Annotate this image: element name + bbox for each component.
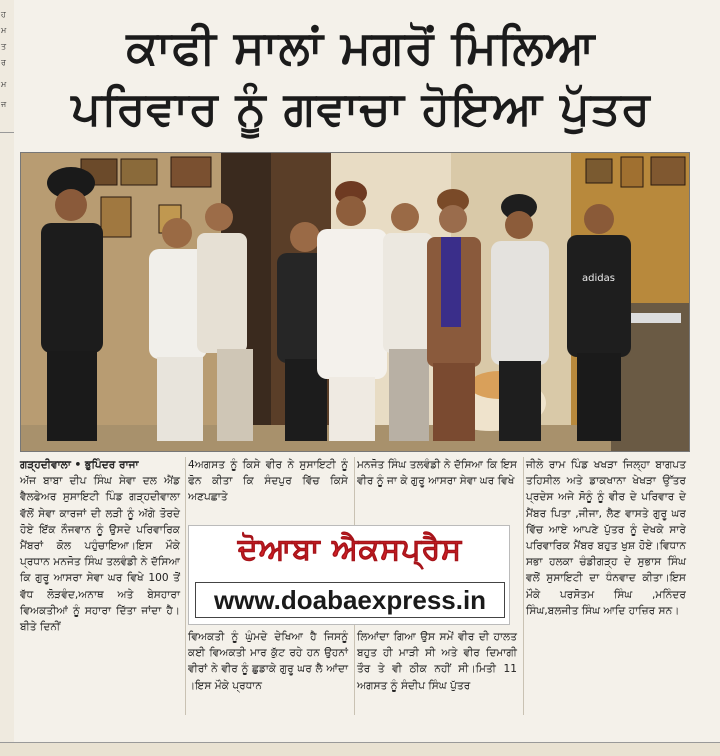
article-text: ਅੱਜ ਬਾਬਾ ਦੀਪ ਸਿੰਘ ਸੇਵਾ ਦਲ ਐਂਡ ਵੈਲਫੇਅਰ ਸੁਸਾਇਟੀ ਪਿੰਡ ਗੜ੍ਹਦੀਵਾਲਾ ਵੱਲੋਂ ਸੇਵਾ ਕਾਰਜਾਂ ਦੀ ਲੜੀ ਨੂੰ ਅੱਗੇ ਤੋਰਦੇ ਹੋਏ ਇੱਕ ਨੌਜਵਾਨ ਨੂੰ ਉਸਦੇ ਪਰਿਵਾਰਿਕ ਮੈਂਬਰਾਂ ਕੋਲ ਪਹੁੰਚਾਇਆ।ਇਸ ਮੌਕੇ ਪ੍ਰਧਾਨ ਮਨਜੋਤ ਸਿੰਘ ਤਲਵੰਡੀ ਨੇ ਦੱਸਿਆ ਕਿ ਗੁਰੂ ਆਸਰਾ ਸੇਵਾ ਘਰ ਵਿਖੇ 100 ਤੋਂ ਵੱਧ ਲੋੜਵੰਦ,ਅਨਾਥ ਅਤੇ ਬੇਸਹਾਰਾ ਵਿਅਕਤੀਆਂ ਨੂੰ ਸਹਾਰਾ ਦਿੱਤਾ ਜਾਂਦਾ ਹੈ। ਬੀਤੇ ਦਿਨੀਂ xyxy=(20,475,180,634)
article-text: ਲਿਆਂਦਾ ਗਿਆ ਉਸ ਸਮੇਂ ਵੀਰ ਦੀ ਹਾਲਤ ਬਹੁਤ ਹੀ ਮਾੜੀ ਸੀ ਅਤੇ ਵੀਰ ਦਿਮਾਗੀ ਤੌਰ ਤੇ ਵੀ ਠੀਕ ਨਹੀਂ ਸੀ।ਮਿਤੀ 11 ਅਗਸਤ ਨੂੰ ਸੰਦੀਪ ਸਿੰਘ ਪੁੱਤਰ xyxy=(357,631,517,692)
prev-col-rule xyxy=(0,132,14,133)
article-text: ਜੀਲੇ ਰਾਮ ਪਿੰਡ ਖਖੜਾ ਜਿਲ੍ਹਾ ਬਾਗਪਤ ਤਹਿਸੀਲ ਅਤੇ ਡਾਕਖਾਨਾ ਖੇਖੜਾ ਉੱਤਰ ਪ੍ਰਦੇਸ ਅਜੇ ਸੋਨੂੰ ਨੂੰ ਵੀਰ ਦੇ ਪਰਿਵਾਰ ਦੇ ਮੈਂਬਰ ਪਿਤਾ ,ਜੀਜਾ, ਲੈਣ ਵਾਸਤੇ ਗੁਰੂ ਘਰ ਵਿੱਚ ਆਏ ਆਪਣੇ ਪੁੱਤਰ ਨੂੰ ਦੇਖਕੇ ਸਾਰੇ ਪਰਿਵਾਰਿਕ ਮੈਂਬਰ ਬਹੁਤ ਖੁਸ਼ ਹੋਏ।ਵਿਧਾਨ ਸਭਾ ਹਲਕਾ ਚੰਡੀਗੜ੍ਹ ਦੇ ਸੁਭਾਸ ਸਿੰਘ ਵਲੋਂ ਸੁਸਾਇਟੀ ਦਾ ਧੰਨਵਾਦ ਕੀਤਾ।ਇਸ ਮੌਕੇ ਪਰਸੋਤਮ ਸਿੰਘ ,ਮਨਿੰਦਰ ਸਿੰਘ,ਬਲਜੀਤ ਸਿੰਘ ਆਦਿ ਹਾਜ਼ਿਰ ਸਨ। xyxy=(526,459,686,617)
prev-col-text: ਤ xyxy=(1,42,7,51)
shirt-logo-text: adidas xyxy=(582,273,615,284)
headline-line-1: ਕਾਫੀ ਸਾਲਾਂ ਮਗਰੋਂ ਮਿਲਿਆ xyxy=(126,20,596,74)
prev-col-text: ਜ xyxy=(1,100,7,109)
prev-col-text: ਮ xyxy=(1,26,7,35)
article-column-2 xyxy=(188,457,348,692)
article-column-3 xyxy=(357,457,517,692)
publication-logo: ਦੋਆਬਾ ਐਕਸਪ੍ਰੈਸ xyxy=(237,532,463,567)
prev-col-text: ਹ xyxy=(1,10,6,19)
publication-url[interactable]: www.doabaexpress.in xyxy=(195,582,505,618)
bottom-strip xyxy=(0,742,720,756)
article-text: ਵਿਅਕਤੀ ਨੂੰ ਘੁੰਮਦੇ ਦੇਖਿਆ ਹੈ ਜਿਸਨੂੰ ਕਈ ਵਿਅਕਤੀ ਮਾਰ ਕੁੱਟ ਰਹੇ ਹਨ ਉਹਨਾਂ ਵੀਰਾਂ ਨੇ ਵੀਰ ਨੂੰ ਛੁਡਾਕੇ ਗੁਰੂ ਘਰ ਲੈ ਆਂਦਾ ।ਇਸ ਮੌਕੇ ਪ੍ਰਧਾਨ xyxy=(188,631,348,692)
headline-line-2: ਪਰਿਵਾਰ ਨੂੰ ਗਵਾਚਾ ਹੋਇਆ ਪੁੱਤਰ xyxy=(71,81,651,135)
news-photo xyxy=(20,152,690,452)
news-article xyxy=(16,0,720,756)
prev-col-text: ਮ xyxy=(1,80,7,89)
byline: ਗੜ੍ਹਦੀਵਾਲਾ • ਭੁਪਿੰਦਰ ਰਾਜਾ xyxy=(20,459,139,471)
article-text: ਮਨਜੋਤ ਸਿੰਘ ਤਲਵੰਡੀ ਨੇ ਦੱਸਿਆ ਕਿ ਇਸ ਵੀਰ ਨੂੰ ਜਾ ਕੇ ਗੁਰੂ ਆਸਰਾ ਸੇਵਾ ਘਰ ਵਿਖੇ xyxy=(357,459,517,488)
previous-column-fragment xyxy=(0,0,14,756)
publication-ad xyxy=(188,525,510,625)
article-text: 4ਅਗਸਤ ਨੂੰ ਕਿਸੇ ਵੀਰ ਨੇ ਸੁਸਾਇਟੀ ਨੂੰ ਫੋਨ ਕੀਤਾ ਕਿ ਸੰਦਪੁਰ ਵਿੱਚ ਕਿਸੇ ਅਣਪਛਾਤੇ xyxy=(188,459,348,504)
article-column-4 xyxy=(526,457,686,619)
article-column-1 xyxy=(20,457,180,635)
prev-col-text: ਰ xyxy=(1,58,6,67)
